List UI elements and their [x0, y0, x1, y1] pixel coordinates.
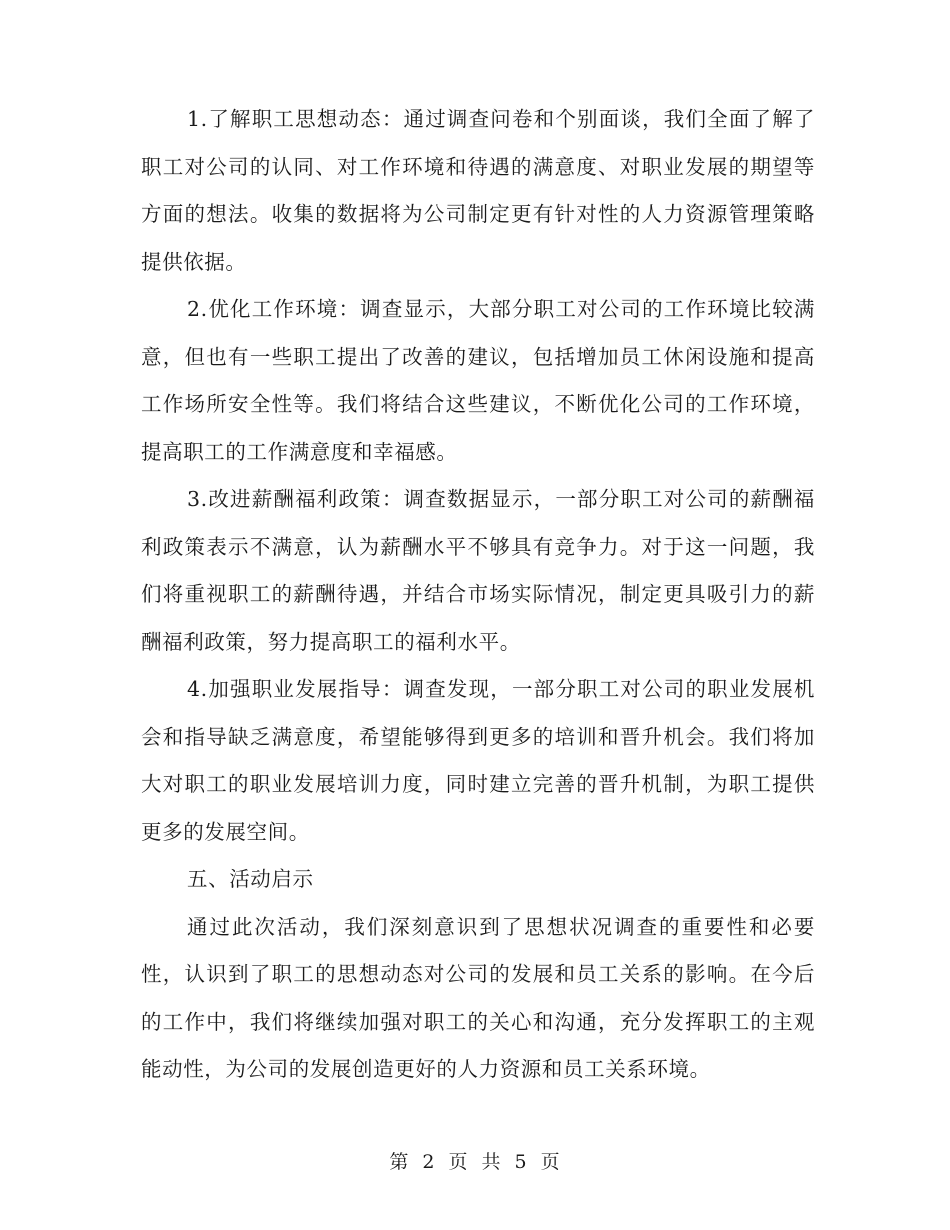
paragraph-closing: 通过此次活动，我们深刻意识到了思想状况调查的重要性和必要性，认识到了职工的思想动态对公司的发展和员工关系的影响。在今后的工作中，我们将继续加强对职工的关心和沟通，充分发挥职工的主观能动性，为公司的发展创造更好的人力资源和员工关系环境。	[141, 914, 815, 1081]
page-number-footer: 第 2 页 共 5 页	[389, 1151, 561, 1173]
paragraph-optimize-environment: 2.优化工作环境：调查显示，大部分职工对公司的工作环境比较满意，但也有一些职工提出了改善的建议，包括增加员工休闲设施和提高工作场所安全性等。我们将结合这些建议，不断优化公司的工作环境，提高职工的工作满意度和幸福感。	[141, 297, 815, 464]
section-heading: 五、活动启示	[187, 867, 314, 891]
paragraph-career-guidance: 4.加强职业发展指导：调查发现，一部分职工对公司的职业发展机会和指导缺乏满意度，希望能够得到更多的培训和晋升机会。我们将加大对职工的职业发展培训力度，同时建立完善的晋升机制，为职工提供更多的发展空间。	[141, 677, 815, 844]
document-body	[141, 96, 815, 1094]
paragraph-understand-thoughts: 1.了解职工思想动态：通过调查问卷和个别面谈，我们全面了解了职工对公司的认同、对工作环境和待遇的满意度、对职业发展的期望等方面的想法。收集的数据将为公司制定更有针对性的人力资源管理策略提供依据。	[141, 107, 815, 274]
paragraph-improve-compensation: 3.改进薪酬福利政策：调查数据显示，一部分职工对公司的薪酬福利政策表示不满意，认为薪酬水平不够具有竞争力。对于这一问题，我们将重视职工的薪酬待遇，并结合市场实际情况，制定更具吸引力的薪酬福利政策，努力提高职工的福利水平。	[141, 487, 815, 654]
